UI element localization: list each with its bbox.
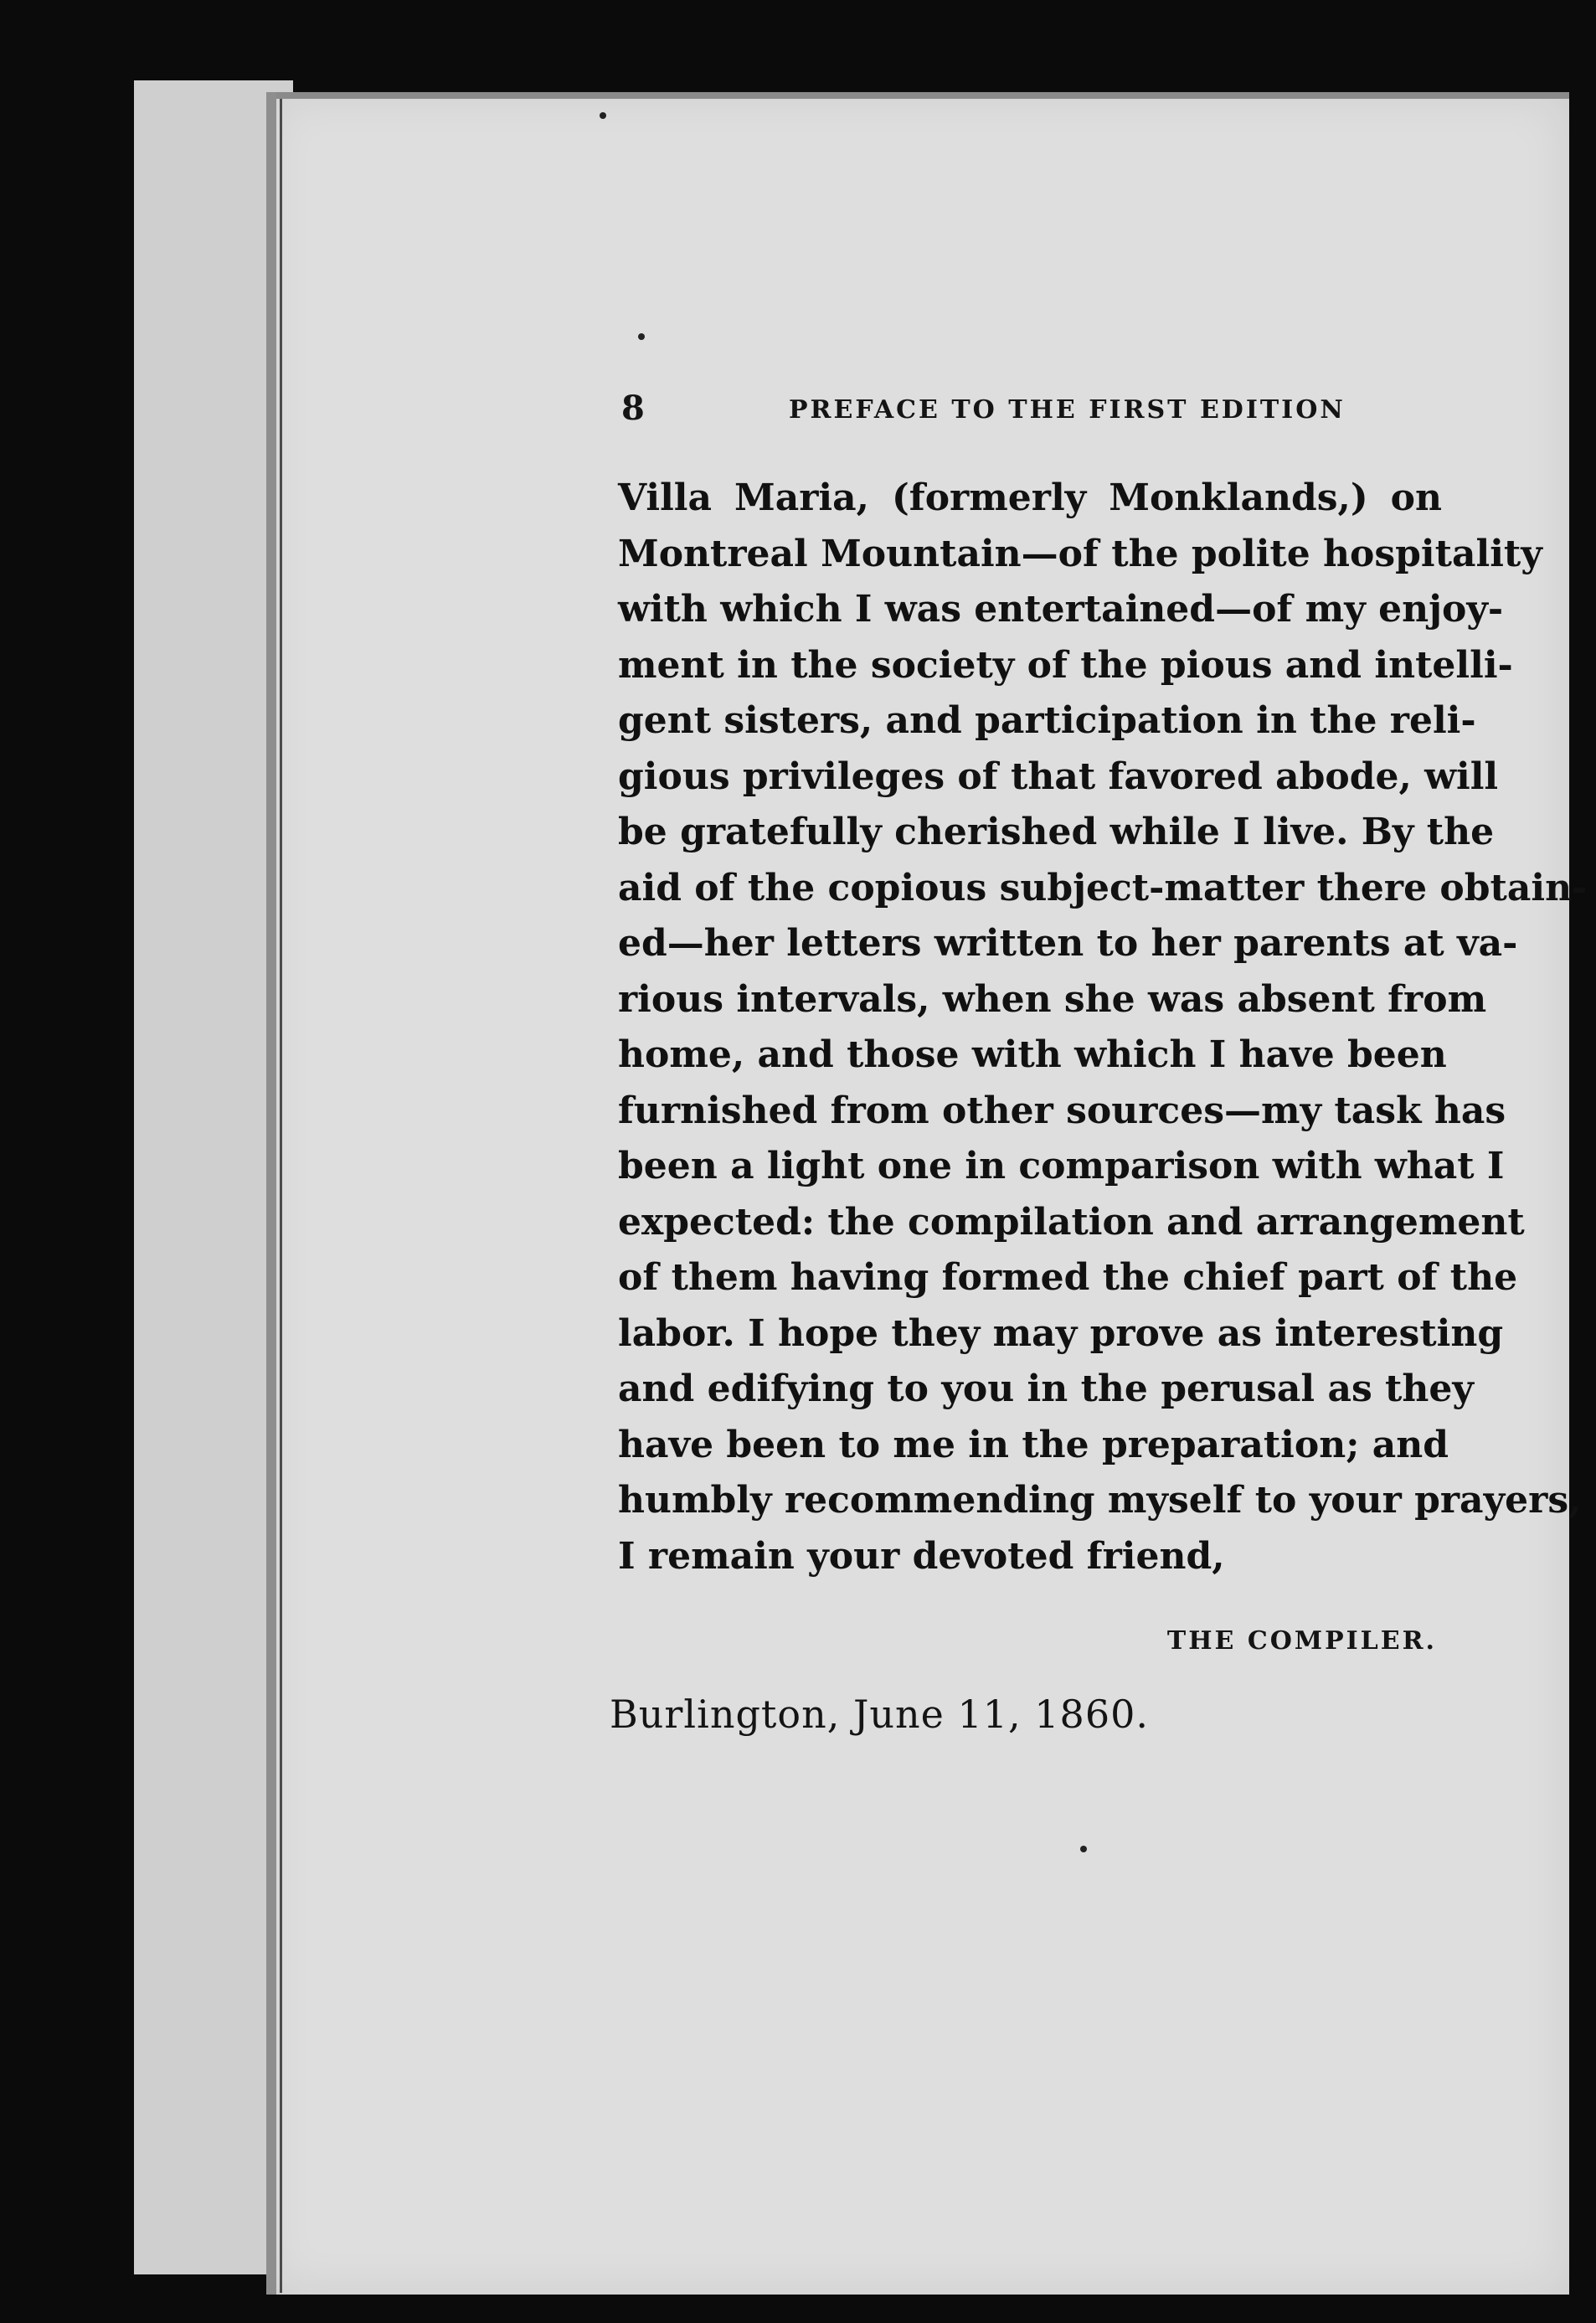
- text-line: ed—her letters written to her parents at va-: [618, 922, 1518, 965]
- text-line: furnished from other sources—my task has: [618, 1089, 1506, 1132]
- text-line: expected: the compilation and arrangement: [618, 1200, 1525, 1244]
- dust-speck: [638, 333, 645, 340]
- dust-speck: [600, 112, 606, 119]
- text-line: rious intervals, when she was absent from: [618, 977, 1487, 1021]
- gutter-line: [280, 99, 282, 2293]
- dateline: Burlington, June 11, 1860.: [610, 1692, 1149, 1737]
- text-line: have been to me in the preparation; and: [618, 1423, 1449, 1466]
- text-line: of them having formed the chief part of the: [618, 1256, 1518, 1299]
- page-number: 8: [621, 389, 645, 428]
- text-line: gent sisters, and participation in the reli-: [618, 699, 1476, 742]
- running-head: PREFACE TO THE FIRST EDITION: [789, 395, 1346, 425]
- text-line: aid of the copious subject-matter there obtain-: [618, 866, 1588, 909]
- dust-speck: [1080, 1846, 1087, 1852]
- body-text: [618, 471, 1588, 1584]
- text-line: been a light one in comparison with what I: [618, 1145, 1505, 1187]
- text-line: I remain your devoted friend,: [618, 1534, 1225, 1578]
- page-top-edge: [266, 92, 1569, 99]
- text-line: humbly recommending myself to your prayers,: [618, 1479, 1582, 1522]
- text-line: labor. I hope they may prove as interesting: [618, 1311, 1504, 1355]
- page-left-shadow: [266, 92, 276, 2295]
- text-line: gious privileges of that favored abode, will: [618, 755, 1499, 798]
- page-header: [621, 389, 1459, 439]
- text-line: home, and those with which I have been: [618, 1033, 1447, 1076]
- text-line: and edifying to you in the perusal as they: [618, 1368, 1474, 1410]
- text-line: be gratefully cherished while I live. By the: [618, 811, 1495, 853]
- signature: THE COMPILER.: [1166, 1626, 1437, 1656]
- text-line: Montreal Mountain—of the polite hospitality: [618, 532, 1542, 575]
- text-line: with which I was entertained—of my enjoy-: [618, 588, 1504, 631]
- text-line: Villa Maria, (formerly Monklands,) on: [618, 476, 1442, 519]
- text-line: ment in the society of the pious and intelli-: [618, 643, 1513, 687]
